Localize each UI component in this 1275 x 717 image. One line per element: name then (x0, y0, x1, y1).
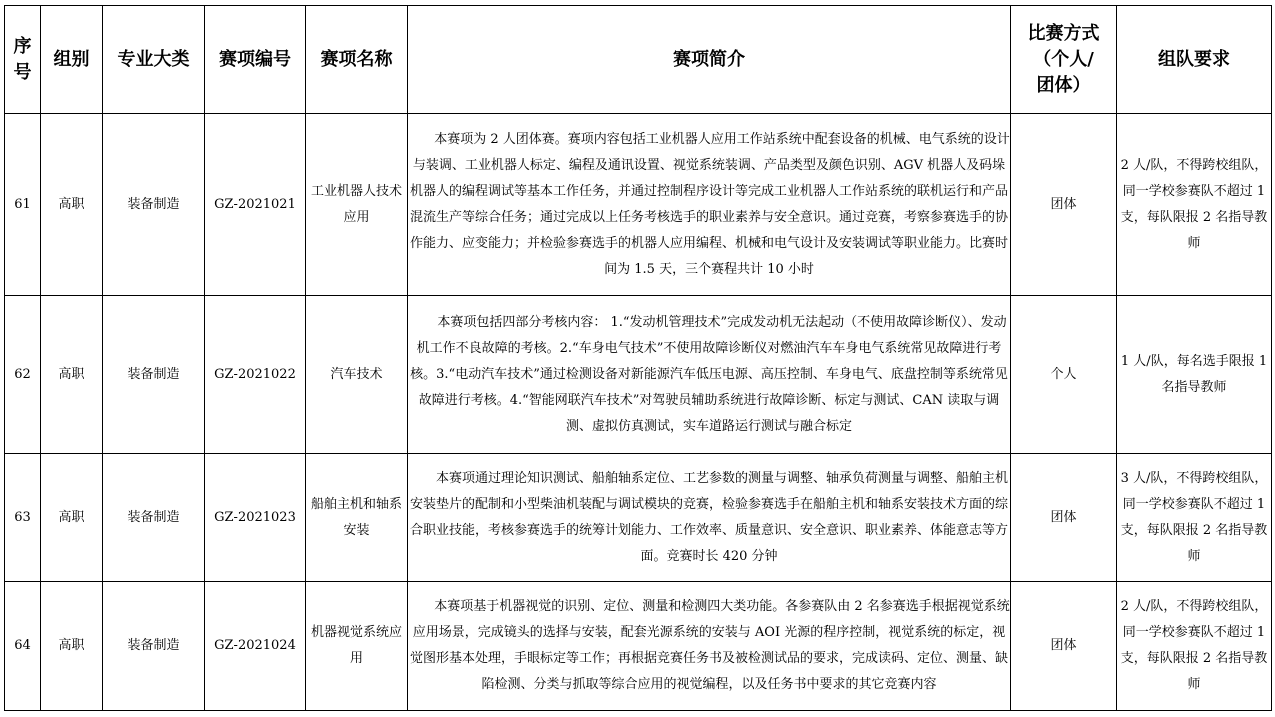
header-major: 专业大类 (103, 6, 205, 114)
cell-name: 汽车技术 (306, 296, 408, 454)
cell-group: 高职 (41, 114, 103, 296)
table-row (5, 114, 1272, 296)
cell-mode: 个人 (1011, 296, 1117, 454)
cell-mode: 团体 (1011, 114, 1117, 296)
table-row (5, 582, 1272, 711)
cell-mode: 团体 (1011, 582, 1117, 711)
table-row (5, 296, 1272, 454)
cell-team: 2 人/队，不得跨校组队，同一学校参赛队不超过 1 支，每队限报 2 名指导教师 (1117, 114, 1272, 296)
cell-seq: 61 (5, 114, 41, 296)
cell-major: 装备制造 (103, 114, 205, 296)
cell-seq: 62 (5, 296, 41, 454)
cell-group: 高职 (41, 454, 103, 582)
cell-intro: 本赛项为 2 人团体赛。赛项内容包括工业机器人应用工作站系统中配套设备的机械、电气系统的设计与装调、工业机器人标定、编程及通讯设置、视觉系统装调、产品类型及颜色识别、AGV 机器人及码垛机器人的编程调试等基本工作任务，并通过控制程序设计等完成工业机器人工作站系统的联机运行和产品混流生产等综合任务；通过完成以上任务考核选手的职业素养与安全意识。通过竞赛，考察参赛选手的协作能力、应变能力；并检验参赛选手的机器人应用编程、机械和电气设计及安装调试等职业能力。比赛时间为 1.5 天，三个赛程共计 10 小时 (408, 114, 1011, 296)
cell-seq: 64 (5, 582, 41, 711)
cell-code: GZ-2021024 (205, 582, 306, 711)
header-row (5, 6, 1272, 114)
cell-code: GZ-2021021 (205, 114, 306, 296)
cell-team: 1 人/队，每名选手限报 1 名指导教师 (1117, 296, 1272, 454)
header-seq: 序号 (5, 6, 41, 114)
cell-intro: 本赛项通过理论知识测试、船舶轴系定位、工艺参数的测量与调整、轴承负荷测量与调整、船舶主机安装垫片的配制和小型柴油机装配与调试模块的竞赛，检验参赛选手在船舶主机和轴系安装技术方面的综合职业技能，考核参赛选手的统筹计划能力、工作效率、质量意识、安全意识、职业素养、体能意志等方面。竞赛时长 420 分钟 (408, 454, 1011, 582)
header-intro: 赛项简介 (408, 6, 1011, 114)
cell-group: 高职 (41, 296, 103, 454)
cell-code: GZ-2021022 (205, 296, 306, 454)
cell-intro: 本赛项基于机器视觉的识别、定位、测量和检测四大类功能。各参赛队由 2 名参赛选手根据视觉系统应用场景，完成镜头的选择与安装，配套光源系统的安装与 AOI 光源的程序控制，视觉系统的标定，视觉图形基本处理，手眼标定等工作；再根据竞赛任务书及被检测试品的要求，完成读码、定位、测量、缺陷检测、分类与抓取等综合应用的视觉编程，以及任务书中要求的其它竞赛内容 (408, 582, 1011, 711)
cell-name: 机器视觉系统应用 (306, 582, 408, 711)
cell-name: 船舶主机和轴系安装 (306, 454, 408, 582)
header-group: 组别 (41, 6, 103, 114)
cell-team: 3 人/队，不得跨校组队，同一学校参赛队不超过 1 支，每队限报 2 名指导教师 (1117, 454, 1272, 582)
cell-major: 装备制造 (103, 296, 205, 454)
cell-seq: 63 (5, 454, 41, 582)
cell-major: 装备制造 (103, 582, 205, 711)
header-team: 组队要求 (1117, 6, 1272, 114)
cell-intro: 本赛项包括四部分考核内容： 1.“发动机管理技术”完成发动机无法起动（不使用故障诊断仪）、发动机工作不良故障的考核。2.“车身电气技术”不使用故障诊断仪对燃油汽车车身电气系统常见故障进行考核。3.“电动汽车技术”通过检测设备对新能源汽车低压电源、高压控制、车身电气、底盘控制等系统常见故障进行考核。4.“智能网联汽车技术”对驾驶员辅助系统进行故障诊断、标定与测试、CAN 读取与调测、虚拟仿真测试，实车道路运行测试与融合标定 (408, 296, 1011, 454)
header-name: 赛项名称 (306, 6, 408, 114)
table-row (5, 454, 1272, 582)
cell-major: 装备制造 (103, 454, 205, 582)
cell-group: 高职 (41, 582, 103, 711)
header-code: 赛项编号 (205, 6, 306, 114)
cell-code: GZ-2021023 (205, 454, 306, 582)
cell-name: 工业机器人技术应用 (306, 114, 408, 296)
cell-mode: 团体 (1011, 454, 1117, 582)
cell-team: 2 人/队，不得跨校组队，同一学校参赛队不超过 1 支，每队限报 2 名指导教师 (1117, 582, 1272, 711)
competition-table (4, 5, 1272, 711)
header-mode: 比赛方式（个人/团体） (1011, 6, 1117, 114)
